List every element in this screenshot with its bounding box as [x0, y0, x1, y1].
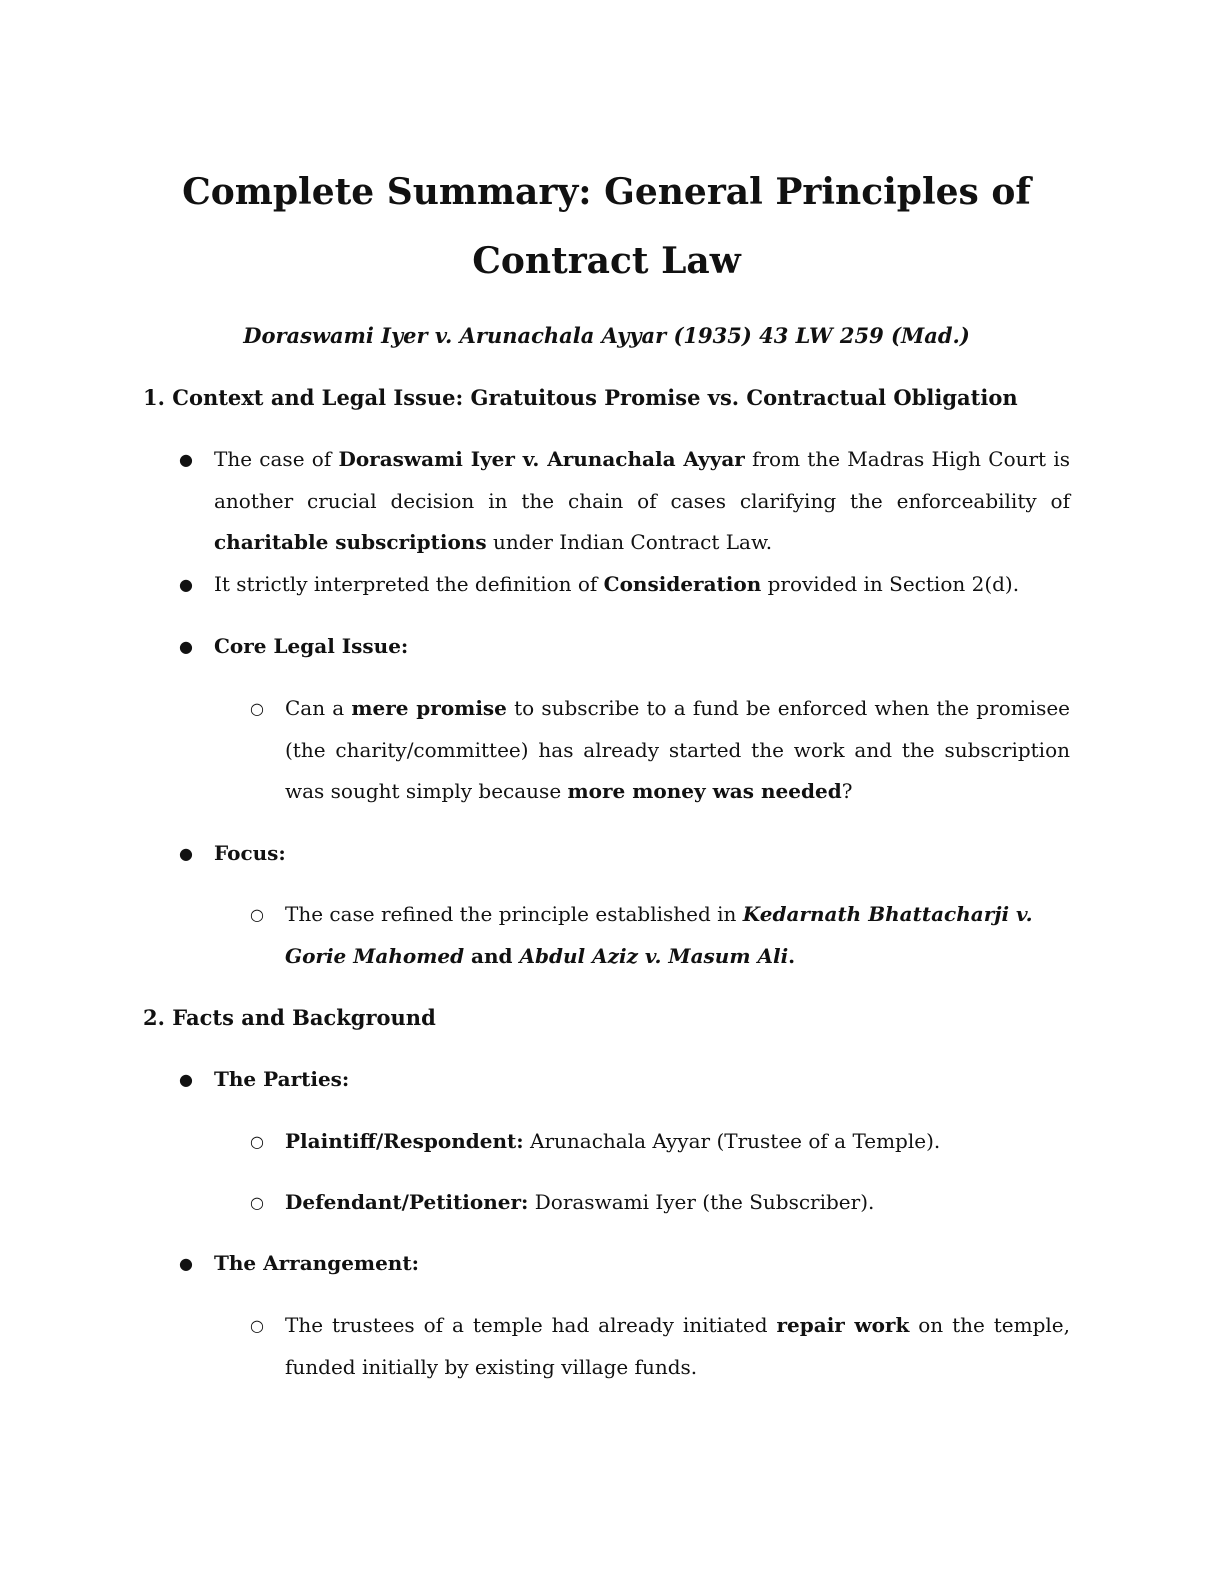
- sub-list-item: [250, 1182, 1070, 1224]
- section-heading-context: 1. Context and Legal Issue: Gratuitous Promise vs. Contractual Obligation: [143, 385, 1018, 410]
- bullet-marker: ●: [179, 1070, 193, 1089]
- bullet-text: Focus:: [214, 841, 286, 865]
- sub-bullet-text: Plaintiff/Respondent: Arunachala Ayyar (Trustee of a Temple).: [285, 1129, 941, 1153]
- sub-bullet-text: Defendant/Petitioner: Doraswami Iyer (the Subscriber).: [285, 1190, 875, 1214]
- list-item: [179, 1243, 1070, 1285]
- sub-list-item: [250, 688, 1070, 813]
- sub-bullet-marker: ○: [250, 699, 264, 718]
- section-heading-facts: 2. Facts and Background: [143, 1005, 436, 1030]
- sub-list-item: [250, 894, 1070, 977]
- sub-list-item: [250, 1121, 1070, 1163]
- bullet-text: It strictly interpreted the definition of Consideration provided in Section 2(d).: [214, 572, 1020, 596]
- sub-list-item: [250, 1305, 1070, 1388]
- list-item: [179, 1059, 1070, 1101]
- bullet-marker: ●: [179, 844, 193, 863]
- list-item: [179, 626, 1070, 668]
- bullet-marker: ●: [179, 1254, 193, 1273]
- sub-bullet-marker: ○: [250, 905, 264, 924]
- bullet-text: The case of Doraswami Iyer v. Arunachala Ayyar from the Madras High Court is another crucial decision in the chain of cases clarifying the enforceability of charitable subscriptions under Indian Contract Law.: [214, 447, 1071, 554]
- bullet-marker: ●: [179, 450, 193, 469]
- sub-bullet-text: The trustees of a temple had already initiated repair work on the temple, funded initially by existing village funds.: [285, 1313, 1070, 1379]
- bullet-text: The Arrangement:: [214, 1251, 419, 1275]
- bullet-marker: ●: [179, 575, 193, 594]
- list-item: [179, 439, 1070, 564]
- list-item: [179, 564, 1070, 606]
- sub-bullet-marker: ○: [250, 1132, 264, 1151]
- sub-bullet-marker: ○: [250, 1316, 264, 1335]
- sub-bullet-marker: ○: [250, 1193, 264, 1212]
- case-citation: Doraswami Iyer v. Arunachala Ayyar (1935) 43 LW 259 (Mad.): [243, 323, 970, 348]
- bullet-text: The Parties:: [214, 1067, 350, 1091]
- page-title: Complete Summary: General Principles of Contract Law: [182, 171, 1031, 282]
- sub-bullet-text: The case refined the principle established in Kedarnath Bhattacharji v. Gorie Mahomed and Abdul Aziz v. Masum Ali.: [285, 902, 1033, 968]
- bullet-marker: ●: [179, 637, 193, 656]
- bullet-text: Core Legal Issue:: [214, 634, 409, 658]
- sub-bullet-text: Can a mere promise to subscribe to a fund be enforced when the promisee (the charity/committee) has already started the work and the subscription was sought simply because more money was needed?: [285, 696, 1071, 803]
- list-item: [179, 833, 1070, 875]
